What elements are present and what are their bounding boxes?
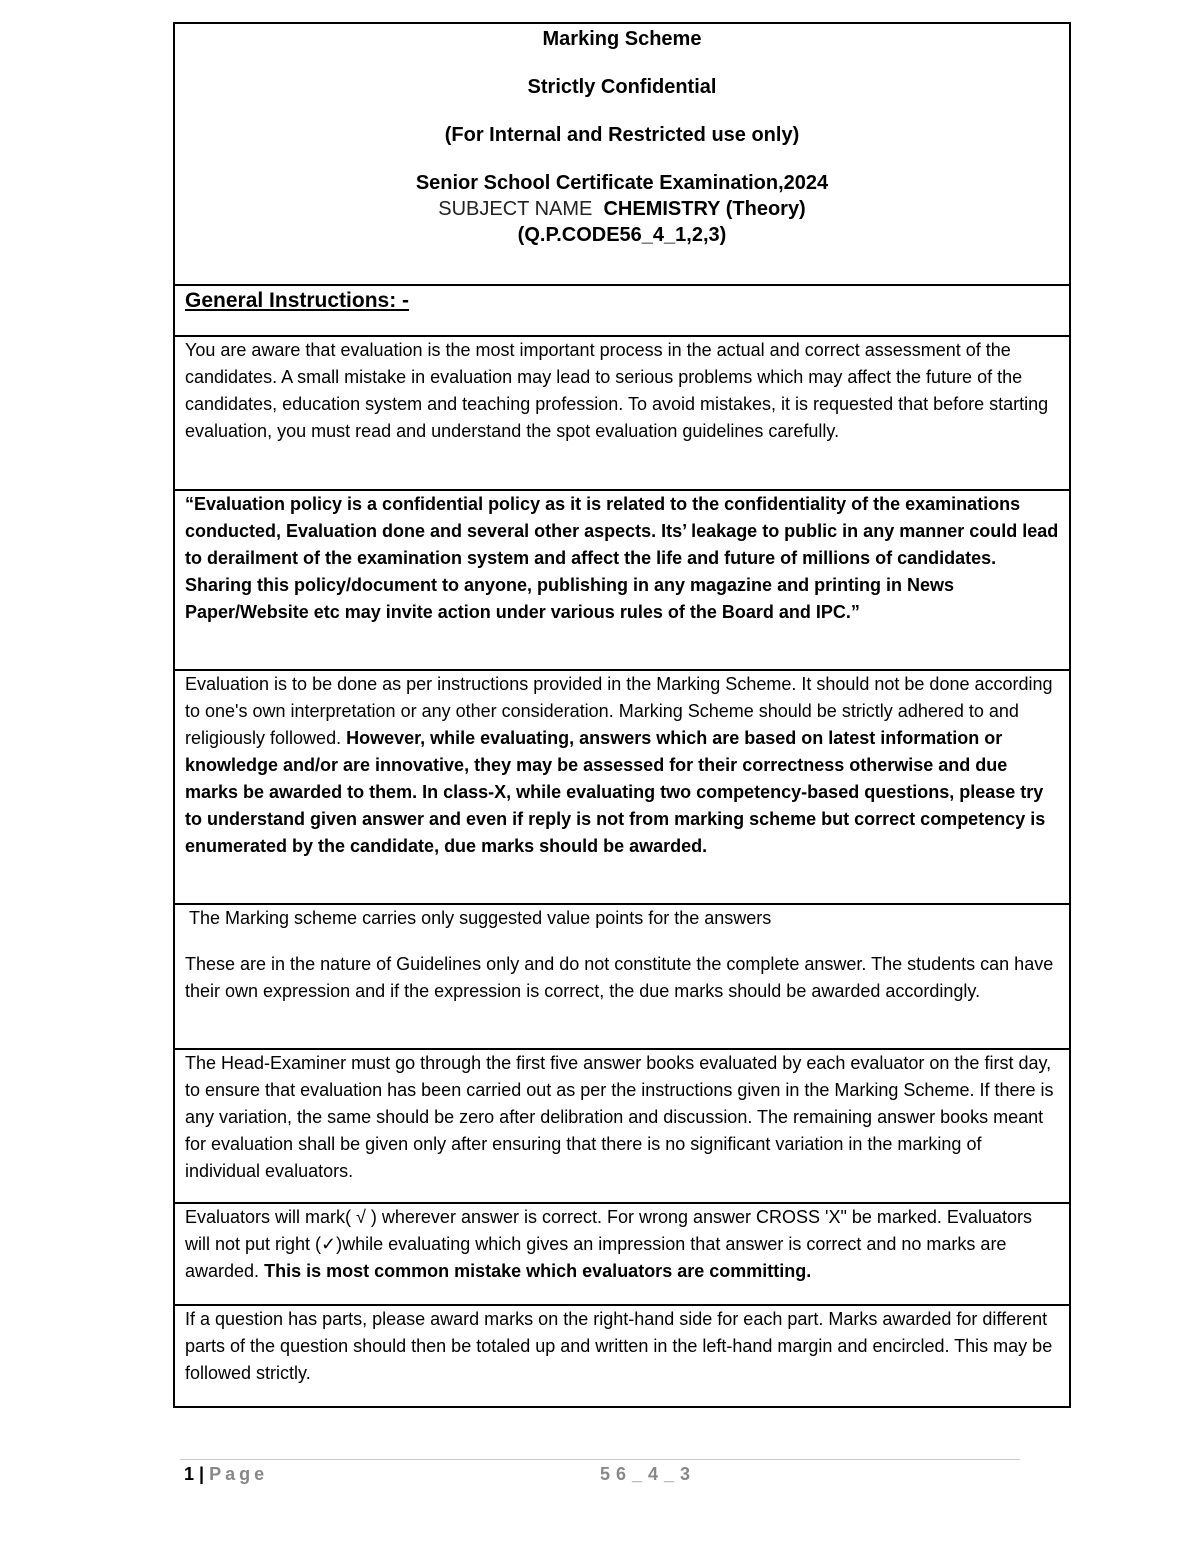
- subject-name: CHEMISTRY (Theory): [603, 198, 806, 220]
- instruction-marking-symbols: [175, 1204, 1069, 1306]
- qp-code: (Q.P.CODE56_4_1,2,3): [517, 224, 727, 246]
- instruction-value-points: [175, 905, 1069, 1050]
- subject-label: SUBJECT NAME: [438, 198, 593, 220]
- instruction-text: Evaluators will mark( √ ) wherever answer is correct. For wrong answer CROSS 'X" be marked. Evaluators will not put right (✓)while evaluating which gives an impression that answer is correct and no marks are awarded.: [185, 1207, 1032, 1281]
- exam-name: Senior School Certificate Examination,2024: [415, 172, 829, 194]
- marking-scheme-table: [173, 22, 1071, 1408]
- instruction-bold-text: However, while evaluating, answers which are based on latest information or knowledge and/or are innovative, they may be assessed for their correctness otherwise and due marks be awarded to them. In class-X, while evaluating two competency-based questions, please try to understand given answer and even if reply is not from marking scheme but correct competency is enumerated by the candidate, due marks should be awarded.: [185, 728, 1046, 856]
- page-number: 1: [184, 1464, 195, 1484]
- instruction-text: Evaluation is to be done as per instructions provided in the Marking Scheme. It should not be done according to one's own interpretation or any other consideration. Marking Scheme should be strictly adhered to and religiously followed.: [185, 674, 1053, 748]
- instruction-confidential-policy: “Evaluation policy is a confidential policy as it is related to the confidentiality of the examinations conducted, Evaluation done and several other aspects. Its’ leakage to public in any manner could lead to derailment of the examination system and affect the life and future of millions of candidates. Sharing this policy/document to anyone, publishing in any magazine and printing in News Paper/Website etc may invite action under various rules of the Board and IPC.”: [175, 491, 1069, 671]
- instruction-question-parts: If a question has parts, please award marks on the right-hand side for each part. Marks awarded for different parts of the question should then be totaled up and written in the left-hand margin and encircled. This may be followed strictly.: [185, 1309, 1053, 1383]
- general-instructions-heading: General Instructions: -: [175, 286, 1069, 337]
- page-separator: |: [199, 1464, 205, 1484]
- restricted-label: (For Internal and Restricted use only): [444, 124, 800, 146]
- instruction-text: The Marking scheme carries only suggested value points for the answers: [189, 908, 772, 928]
- subject-line: [185, 196, 1059, 222]
- instruction-head-examiner: The Head-Examiner must go through the first five answer books evaluated by each evaluator on the first day, to ensure that evaluation has been carried out as per the instructions given in the Marking Scheme. If there is any variation, the same should be zero after delibration and discussion. The remaining answer books meant for evaluation shall be given only after ensuring that there is no significant variation in the marking of individual evaluators.: [175, 1050, 1069, 1204]
- doc-title: Marking Scheme: [542, 28, 702, 50]
- instruction-evaluation-importance: You are aware that evaluation is the most important process in the actual and correct assessment of the candidates. A small mistake in evaluation may lead to serious problems which may affect the future of the candidates, education system and teaching profession. To avoid mistakes, it is requested that before starting evaluation, you must read and understand the spot evaluation guidelines carefully.: [175, 337, 1069, 491]
- footer-code: 56_4_3: [600, 1464, 697, 1484]
- footer-page-indicator: [184, 1464, 268, 1485]
- page-label: Page: [209, 1464, 269, 1484]
- header-cell: [175, 24, 1069, 286]
- confidential-label: Strictly Confidential: [527, 76, 717, 98]
- instruction-bold-text: This is most common mistake which evaluators are committing.: [264, 1261, 812, 1281]
- instruction-marking-scheme-adherence: [175, 671, 1069, 905]
- footer-divider: [180, 1459, 1020, 1460]
- instruction-text: These are in the nature of Guidelines only and do not constitute the complete answer. The students can have their own expression and if the expression is correct, the due marks should be awarded accordingly.: [185, 954, 1054, 1001]
